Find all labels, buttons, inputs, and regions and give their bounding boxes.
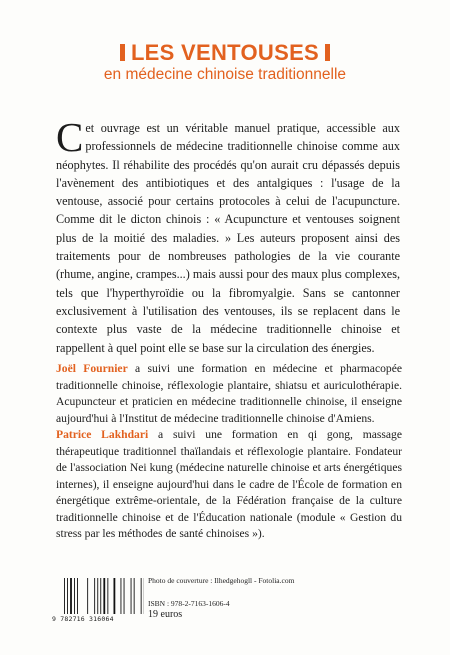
title-bar-left: [120, 44, 125, 61]
author-bio-fournier: [56, 361, 402, 427]
drop-cap: C: [56, 114, 84, 160]
barcode-digits: 9 782716 316064: [52, 615, 114, 623]
price: 19 euros: [148, 609, 183, 620]
title-text: LES VENTOUSES: [130, 40, 320, 65]
description: [56, 114, 400, 357]
author-name: Patrice Lakhdari: [56, 428, 149, 441]
author-bio-text: a suivi une formation en médecine et pharmacopée traditionnelle chinoise, réflexologie plantaire, shiatsu et auriculothérapie. Acupuncteur et praticien en médecine traditionnelle chinoise, il enseigne aujourd'hui à l'Institut de médecine traditionnelle chinoise d'Amiens.: [56, 362, 402, 425]
author-bio-text: a suivi une formation en qi gong, massage thérapeutique traditionnel thaïlandais et réflexologie plantaire. Fondateur de l'association Nei kung (médecine naturelle chinoise et arts énergétiques internes), il enseigne aujourd'hui dans le cadre de l'École de formation en énergétique extrême-orientale, de la Fédération française de la culture traditionnelle chinoise et de l'Éducation nationale (module « Gestion du stress par les méthodes de santé chinoises »).: [56, 428, 402, 540]
title: [0, 40, 450, 66]
photo-credit: Photo de couverture : Ilhedgehogll - Fotolia.com: [148, 576, 295, 585]
description-text: et ouvrage est un véritable manuel pratique, accessible aux professionnels de médecine traditionnelle chinoise comme aux néophytes. Il réhabilite des procédés qu'on aurait cru dépassés depuis l'avènement des antibiotiques et des antalgiques : l'usage de la ventouse, associé pour certains protocoles à celui de l'acupuncture. Comme dit le dicton chinois : « Acupuncture et ventouses soignent plus de la moitié des maladies. » Les auteurs proposent ainsi des traitements pour de nombreuses pathologies de la vie courante (rhume, angine, crampes...) mais aussi pour des maux plus complexes, tels que l'hyperthyroïdie ou la fibromyalgie. Sans se cantonner exclusivement à l'utilisation des ventouses, ils se replacent dans le contexte plus vaste de la médecine traditionnelle chinoise et rappellent à quel point elle se base sur la circulation des énergies.: [56, 121, 400, 355]
author-name: Joël Fournier: [56, 362, 128, 375]
isbn: ISBN : 978-2-7163-1606-4: [148, 599, 230, 608]
barcode-bars: [64, 578, 144, 615]
title-bar-right: [325, 44, 330, 61]
barcode: [52, 578, 144, 626]
author-bio-lakhdari: [56, 427, 402, 543]
subtitle: en médecine chinoise traditionnelle: [103, 66, 347, 83]
